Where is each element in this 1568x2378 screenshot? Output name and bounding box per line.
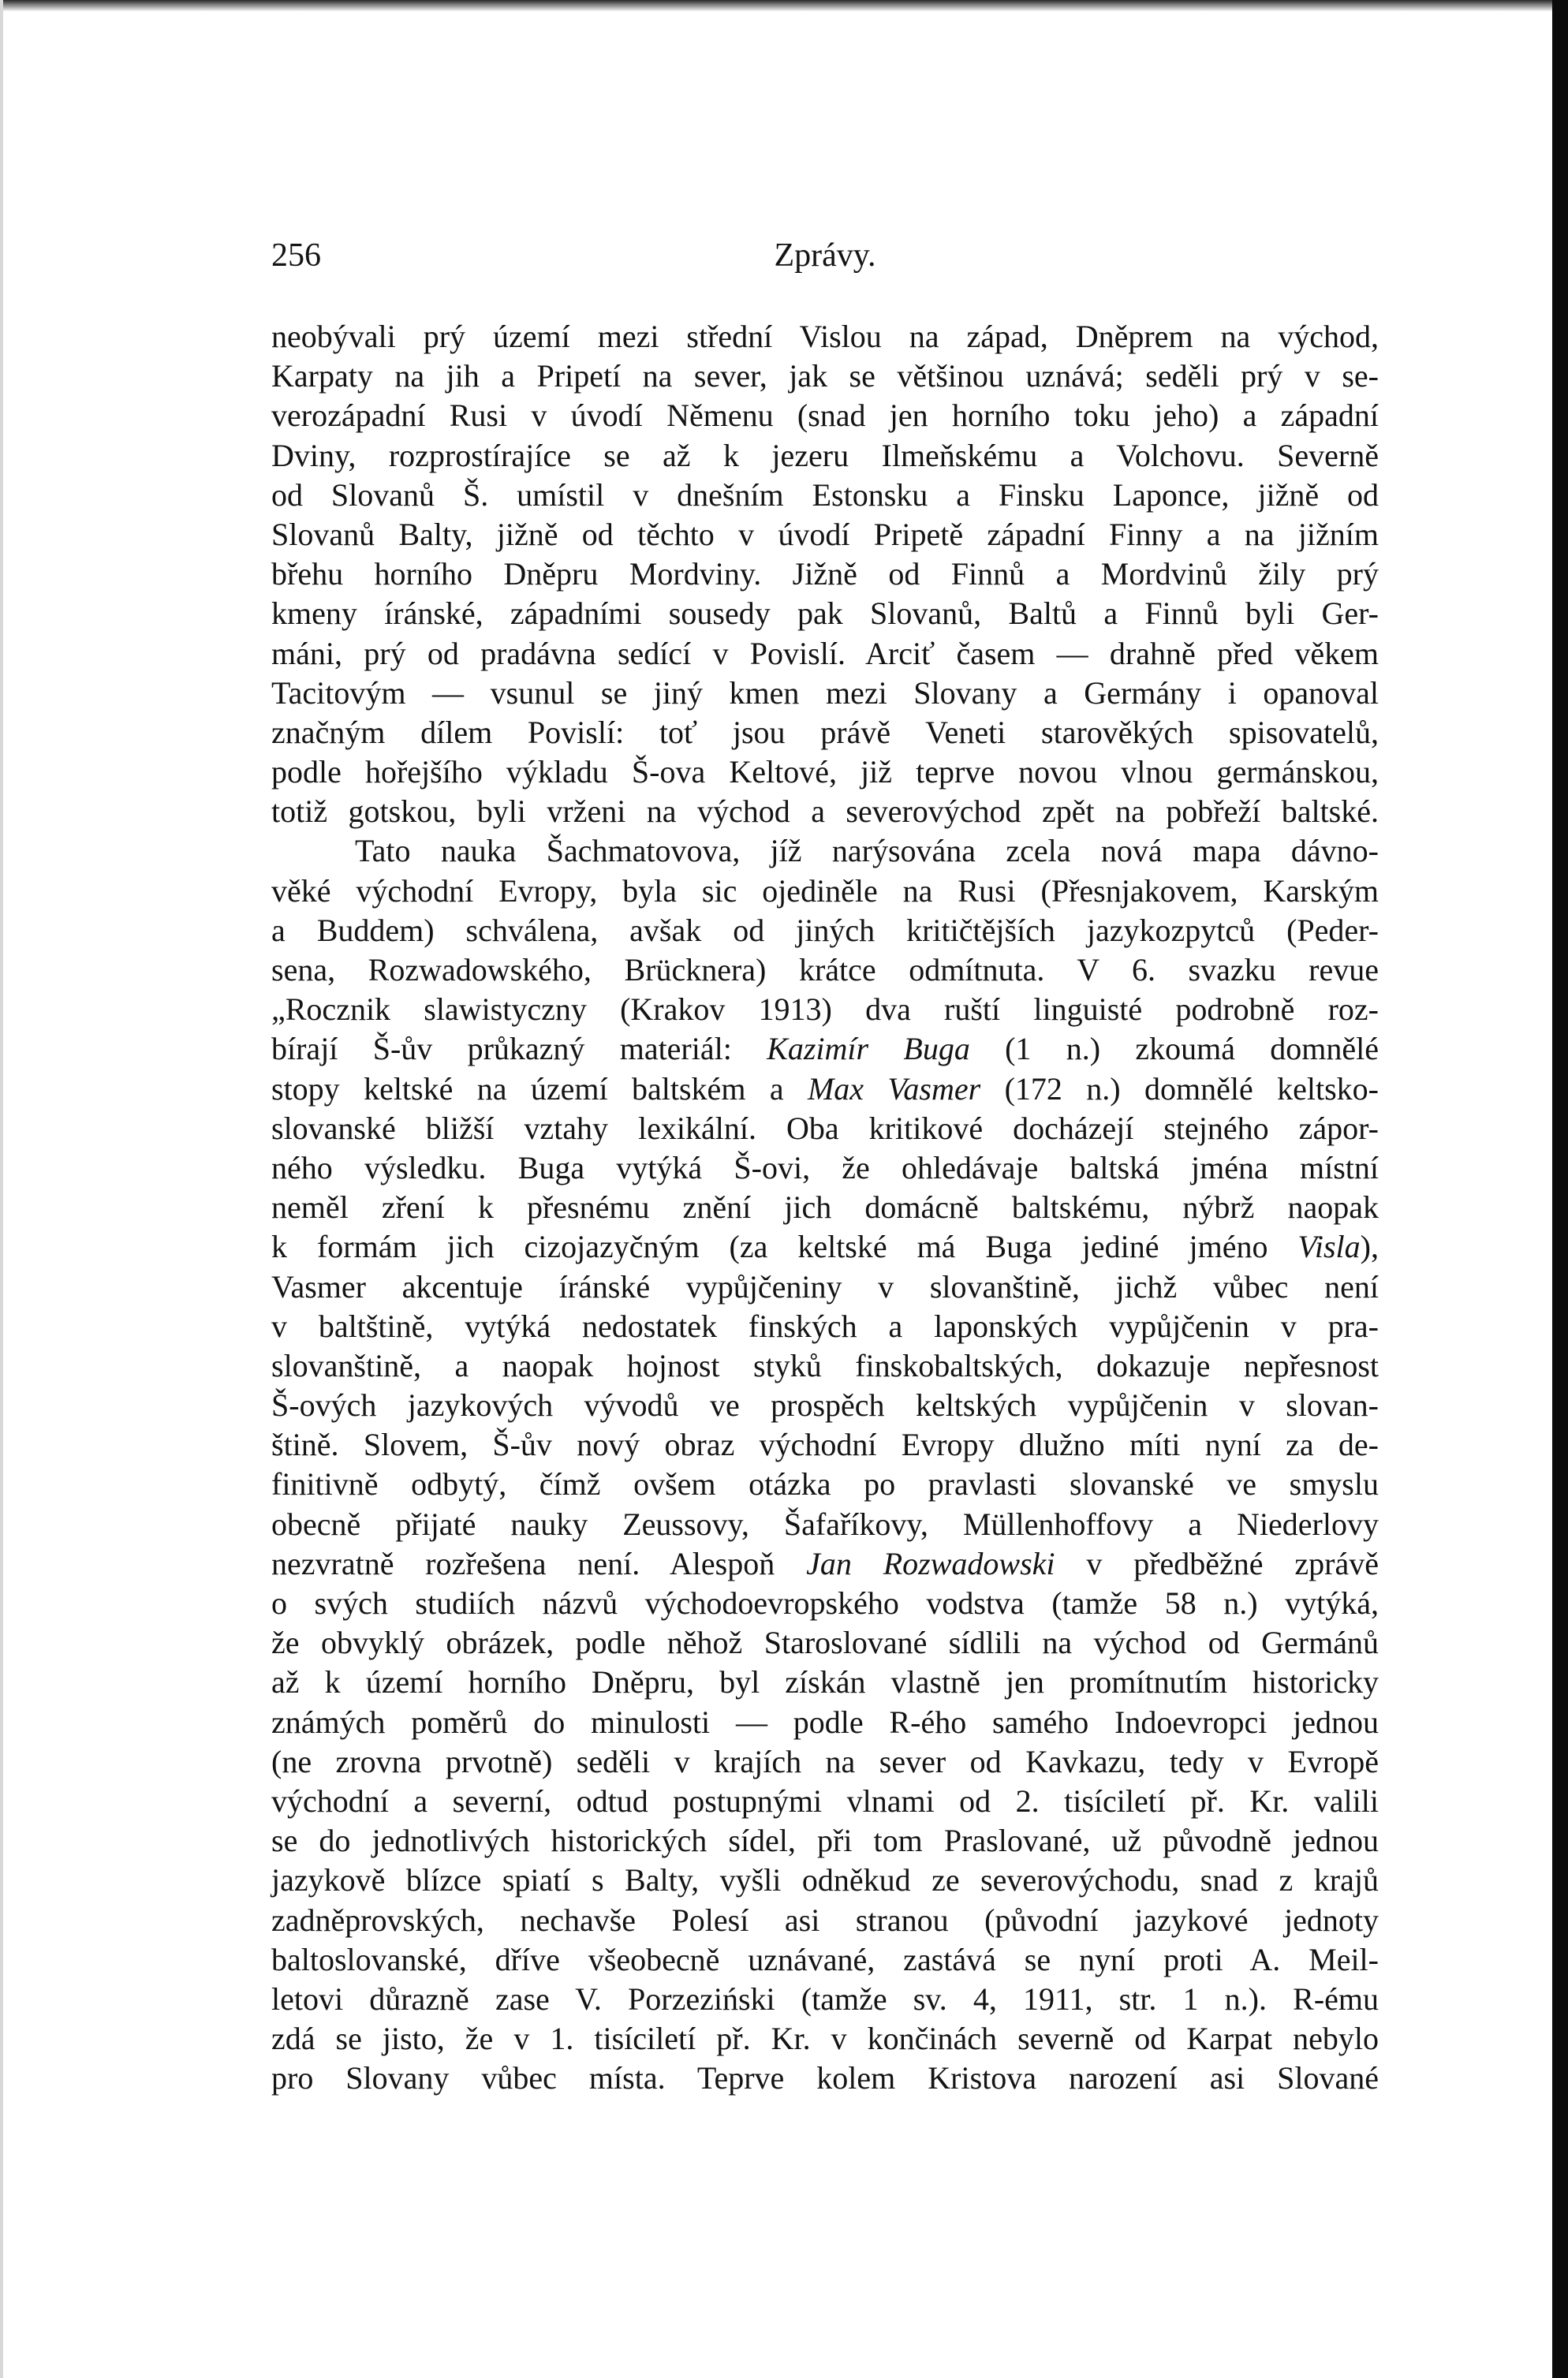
paragraph-1	[271, 317, 1379, 831]
text-line: bírají Š-ův průkazný materiál: Kazimír Buga (1 n.) zkoumá domnělé	[271, 1031, 1379, 1067]
text-line: (ne zrovna prvotně) seděli v krajích na sever od Kavkazu, tedy v Evropě	[271, 1743, 1379, 1779]
text-line: Š-ových jazykových vývodů ve prospěch keltských vypůjčenin v slovan-	[271, 1387, 1379, 1424]
text-line: neobývali prý území mezi střední Vislou na západ, Dněprem na východ,	[271, 319, 1379, 354]
section-title: Zprávy.	[774, 237, 876, 274]
text-line: jazykově blízce spiatí s Balty, vyšli odněkud ze severovýchodu, snad z krajů	[271, 1862, 1379, 1898]
text-line: o svých studiích názvů východoevropského vodstva (tamže 58 n.) vytýká,	[271, 1585, 1379, 1621]
text-line: slovanské bližší vztahy lexikální. Oba kritikové docházejí stejného zápor-	[271, 1110, 1379, 1146]
text-line: se do jednotlivých historických sídel, při tom Praslované, už původně jednou	[271, 1823, 1379, 1859]
text-line: východní a severní, odtud postupnými vlnami od 2. tisíciletí př. Kr. valili	[271, 1783, 1379, 1819]
text-line: Tato nauka Šachmatovova, jíž narýsována zcela nová mapa dávno-	[355, 833, 1379, 869]
text-line: zadněprovských, nechavše Polesí asi stranou (původní jazykové jednoty	[271, 1902, 1379, 1938]
text-line: totiž gotskou, byli vrženi na východ a severovýchod zpět na pobřeží baltské.	[271, 793, 1379, 830]
text-line: věké východní Evropy, byla sic ojediněle na Rusi (Přesnjakovem, Karským	[271, 872, 1379, 909]
text-line: obecně přijaté nauky Zeussovy, Šafaříkovy, Müllenhoffovy a Niederlovy	[271, 1506, 1379, 1542]
text-line: stopy keltské na území baltském a Max Vasmer (172 n.) domnělé keltsko-	[271, 1070, 1379, 1107]
text-line: máni, prý od pradávna sedící v Povislí. Arciť časem — drahně před věkem	[271, 635, 1379, 671]
text-line: břehu horního Dněpru Mordviny. Jižně od Finnů a Mordvinů žily prý	[271, 556, 1379, 592]
text-line: podle hořejšího výkladu Š-ova Keltové, již teprve novou vlnou germánskou,	[271, 754, 1379, 790]
text-line: neměl zření k přesnému znění jich domácně baltskému, nýbrž naopak	[271, 1189, 1379, 1226]
text-line: baltoslovanské, dříve všeobecně uznávané, zastává se nyní proti A. Meil-	[271, 1941, 1379, 1977]
text-line: k formám jich cizojazyčným (za keltské má Buga jediné jméno Visla),	[271, 1229, 1379, 1265]
text-line: Tacitovým — vsunul se jiný kmen mezi Slovany a Germány i opanoval	[271, 674, 1379, 711]
text-line: a Buddem) schválena, avšak od jiných kritičtějších jazykozpytců (Peder-	[271, 912, 1379, 948]
text-line: pro Slovany vůbec místa. Teprve kolem Kristova narození asi Slované	[271, 2060, 1379, 2096]
text-line: Slovanů Balty, jižně od těchto v úvodí Pripetě západní Finny a na jižním	[271, 516, 1379, 552]
text-line: v baltštině, vytýká nedostatek finských a laponských vypůjčenin v pra-	[271, 1308, 1379, 1344]
text-line: štině. Slovem, Š-ův nový obraz východní Evropy dlužno míti nyní za de-	[271, 1427, 1379, 1463]
page-number: 256	[271, 237, 321, 274]
text-line: verozápadní Rusi v úvodí Němenu (snad jen horního toku jeho) a západní	[271, 398, 1379, 434]
text-line: kmeny íránské, západními sousedy pak Slovanů, Baltů a Finnů byli Ger-	[271, 595, 1379, 632]
text-line: ného výsledku. Buga vytýká Š-ovi, že ohledávaje baltská jména místní	[271, 1149, 1379, 1185]
text-line: nezvratně rozřešena není. Alespoň Jan Rozwadowski v předběžné zprávě	[271, 1545, 1379, 1581]
text-line: slovanštině, a naopak hojnost styků finskobaltských, dokazuje nepřesnost	[271, 1347, 1379, 1383]
text-line: známých poměrů do minulosti — podle R-ého samého Indoevropci jednou	[271, 1704, 1379, 1740]
text-line: finitivně odbytý, čímž ovšem otázka po pravlasti slovanské ve smyslu	[271, 1466, 1379, 1503]
paragraph-2	[271, 831, 1379, 2098]
text-line: sena, Rozwadowského, Brücknera) krátce odmítnuta. V 6. svazku revue	[271, 952, 1379, 987]
text-line: že obvyklý obrázek, podle něhož Staroslované sídlili na východ od Germánů	[271, 1625, 1379, 1661]
text-line: Dviny, rozprostírajíce se až k jezeru Ilmeňskému a Volchovu. Severně	[271, 437, 1379, 473]
text-line: Karpaty na jih a Pripetí na sever, jak se většinou uznává; seděli prý v se-	[271, 358, 1379, 394]
body-text	[271, 317, 1379, 2098]
text-line: letovi důrazně zase V. Porzeziński (tamže sv. 4, 1911, str. 1 n.). R-ému	[271, 1980, 1379, 2017]
text-line: až k území horního Dněpru, byl získán vlastně jen promítnutím historicky	[271, 1664, 1379, 1700]
text-line: značným dílem Povislí: toť jsou právě Veneti starověkých spisovatelů,	[271, 714, 1379, 750]
text-line: „Rocznik slawistyczny (Krakov 1913) dva ruští linguisté podrobně roz-	[271, 991, 1379, 1028]
text-line: Vasmer akcentuje íránské vypůjčeniny v slovanštině, jichž vůbec není	[271, 1268, 1379, 1305]
text-line: zdá se jisto, že v 1. tisíciletí př. Kr. v končinách severně od Karpat nebylo	[271, 2021, 1379, 2057]
text-line: od Slovanů Š. umístil v dnešním Estonsku a Finsku Laponce, jižně od	[271, 476, 1379, 513]
running-head	[271, 237, 1379, 284]
